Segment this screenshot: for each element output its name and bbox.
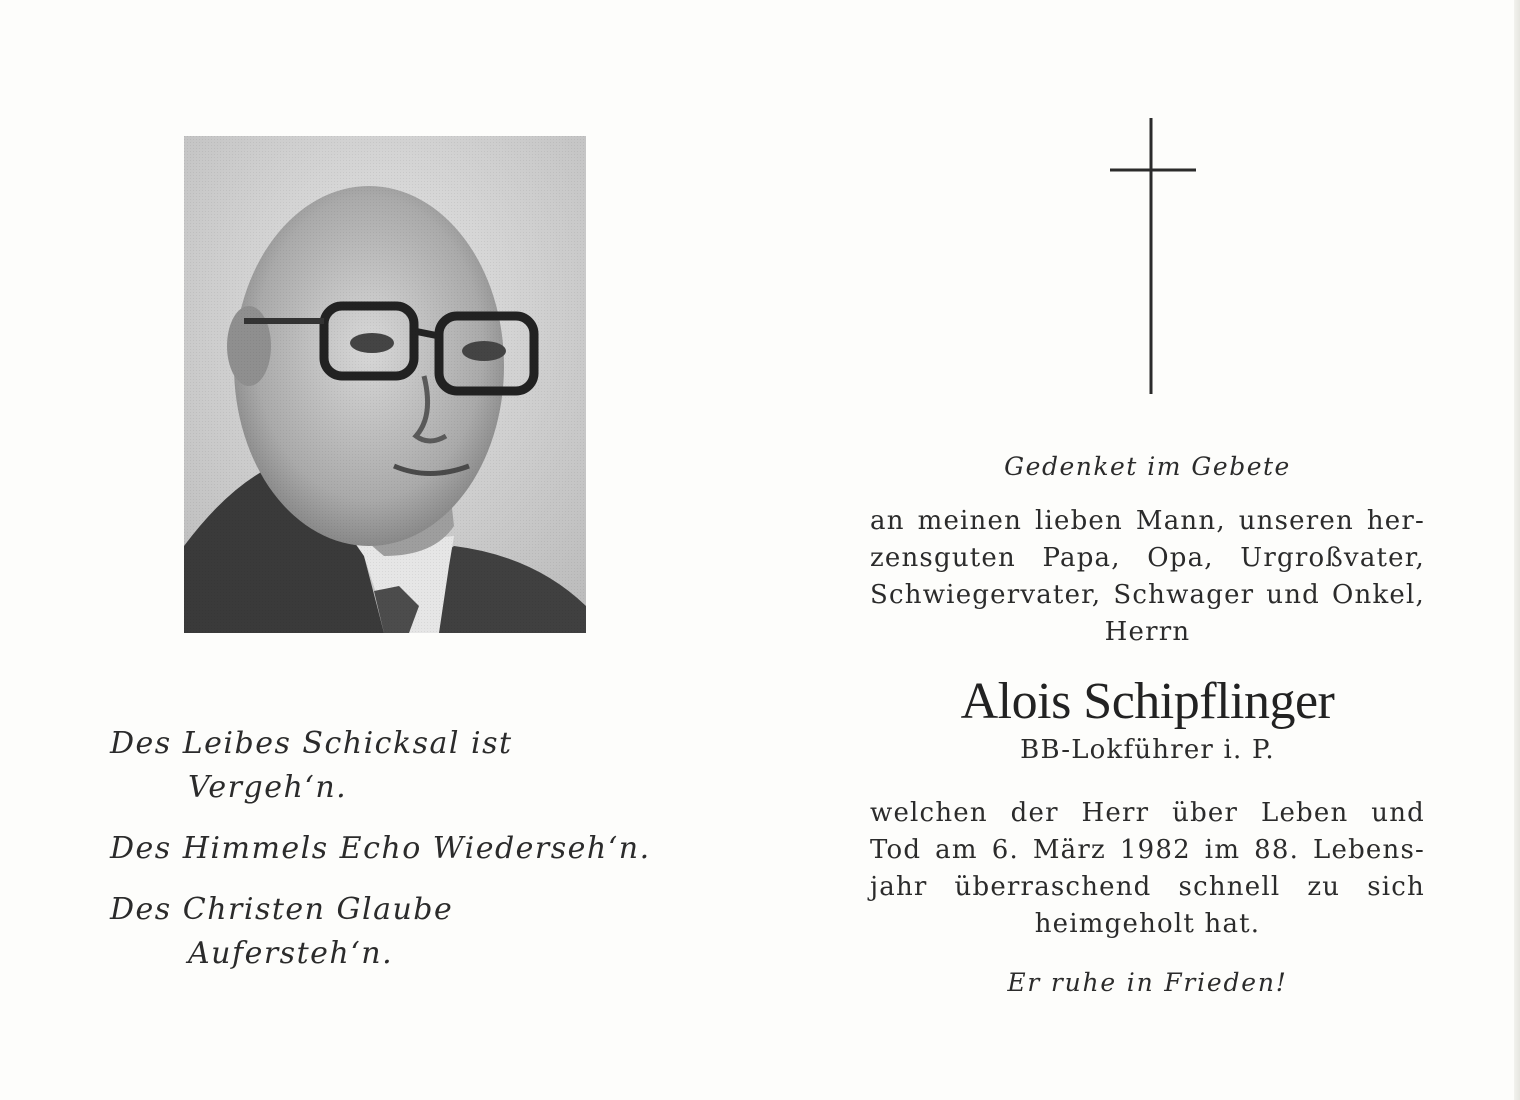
verse-line-5: Aufersteh‘n. <box>188 936 394 971</box>
portrait-photo <box>184 136 586 633</box>
death-line-2: Tod am 6. März 1982 im 88. Lebens- <box>870 835 1425 865</box>
death-line-4: heimgeholt hat. <box>1034 909 1261 939</box>
intro-line-1: an meinen lieben Mann, unseren her- <box>870 506 1425 536</box>
deceased-name: Alois Schipflinger <box>960 673 1335 730</box>
intro-line-2: zensguten Papa, Opa, Urgroßvater, <box>870 543 1425 573</box>
intro-line-4: Herrn <box>1104 617 1191 647</box>
memorial-heading: Gedenket im Gebete <box>1004 452 1291 481</box>
card-edge <box>1514 0 1520 1100</box>
death-paragraph <box>870 795 1425 943</box>
deceased-occupation: BB-Lokführer i. P. <box>1020 735 1275 765</box>
intro-line-3: Schwiegervater, Schwager und Onkel, <box>870 580 1425 610</box>
verse-line-2: Vergeh‘n. <box>188 770 348 805</box>
verse-line-3: Des Himmels Echo Wiederseh‘n. <box>110 831 651 866</box>
portrait-image <box>184 136 586 633</box>
verse-line-4: Des Christen Glaube <box>110 892 454 927</box>
verse-line-1: Des Leibes Schicksal ist <box>110 726 513 761</box>
intro-paragraph <box>870 503 1425 651</box>
death-line-1: welchen der Herr über Leben und <box>870 798 1425 828</box>
verse <box>110 722 651 976</box>
closing-line: Er ruhe in Frieden! <box>1007 968 1288 997</box>
cross-icon <box>1108 116 1198 396</box>
death-line-3: jahr überraschend schnell zu sich <box>870 872 1425 902</box>
